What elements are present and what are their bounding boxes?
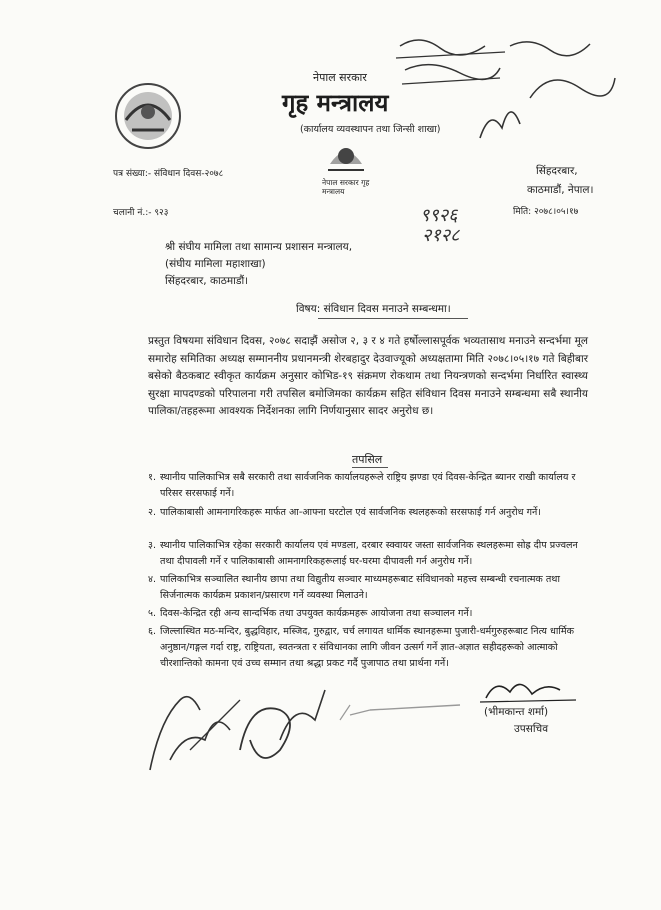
list-item: ५. दिवस-केन्द्रित रही अन्य सान्दर्भिक तथा उपयुक्त कार्यक्रमहरू आयोजना तथा सञ्चालन गर्ने। xyxy=(148,608,473,619)
handwritten-notes-bottom xyxy=(130,660,550,780)
handwritten-signature-top xyxy=(390,28,620,148)
government-label: नेपाल सरकार xyxy=(313,71,367,84)
subject-underline xyxy=(318,318,468,319)
received-number: ९९२६ xyxy=(420,205,458,226)
location-line-1: सिंहदरबार, xyxy=(536,165,578,177)
dispatch-number: चलानी नं.:- ९२३ xyxy=(113,208,169,218)
section-label: (कार्यालय व्यवस्थापन तथा जिन्सी शाखा) xyxy=(300,124,441,135)
list-item: ६. जिल्लास्थित मठ-मन्दिर, बुद्धविहार, मस्जिद, गुरुद्वार, चर्च लगायत धार्मिक स्थानहरूमा पुजारी-धर्मगुरुहरूबाट नित्य धार्मिक अनुष्ठान/गङ्गल गर्दा राष्ट्र, राष्ट्रियता, स्वतन्त्रता र संविधानका लागि जीवन उत्सर्ग गर्ने ज्ञात-अज्ञात सहीदहरूको आत्माको चीरशान्तिको कामना एवं उच्च सम्मान तथा श्रद्धा प्रकट गर्दै पुजापाठ तथा प्रार्थना गर्ने। xyxy=(148,626,574,669)
letter-date: मिति: २०७८।०५।१७ xyxy=(513,207,579,217)
recipient-line-1: श्री संघीय मामिला तथा सामान्य प्रशासन मन्त्रालय, xyxy=(165,241,353,253)
received-number-2: २१२८ xyxy=(422,225,460,246)
list-item: ३. स्थानीय पालिकाभित्र रहेका सरकारी कार्यालय एवं मण्डला, दरबार स्क्वायर जस्ता सार्वजनिक स्थलहरूमा सोह्र दीप प्रज्वलन तथा दीपावली गर्ने र पालिकाबासी आमनागरिकहरूलाई घर-घरमा दीपावली गर्न अनुरोध गर्ने। xyxy=(148,540,578,567)
subject-line: विषय: संविधान दिवस मनाउने सम्बन्धमा। xyxy=(296,303,451,315)
location-line-2: काठमाडौं, नेपाल। xyxy=(527,184,594,196)
ministry-title: गृह मन्त्रालय xyxy=(282,89,389,117)
letter-number: पत्र संख्या:- संविधान दिवस-२०७८ xyxy=(113,169,224,179)
list-item: २. पालिकाबासी आमनागरिकहरू मार्फत आ-आफ्ना घरटोल एवं सार्वजनिक स्थलहरूको सरसफाई गर्न अनुरोध गर्ने। xyxy=(148,507,541,518)
body-paragraph: प्रस्तुत विषयमा संविधान दिवस, २०७८ सदाझैं असोज २, ३ र ४ गते हर्षोल्लासपूर्वक भव्यतासाथ मनाउने सन्दर्भमा मूल समारोह समितिका अध्यक्ष सम्माननीय प्रधानमन्त्री शेरबहादुर देउवाज्यूको अध्यक्षतामा मिति २०७८।०५।१७ गते बिहीबार बसेको बैठकबाट स्वीकृत कार्यक्रम अनुसार कोभिड-१९ संक्रमण रोकथाम तथा नियन्त्रणको सन्दर्भमा निर्धारित स्वास्थ्य सुरक्षा मापदण्डको परिपालना गरी तपसिल बमोजिमका कार्यक्रम सहित संविधान दिवस मनाउने सम्बन्धमा सबै स्थानीय पालिका/तहहरूमा आवश्यक निर्देशनका लागि निर्णयानुसार सादर अनुरोध छ। xyxy=(148,335,588,418)
recipient-line-3: सिंहदरबार, काठमाडौं। xyxy=(165,275,249,287)
list-item: ४. पालिकाभित्र सञ्चालित स्थानीय छापा तथा विद्युतीय सञ्चार माध्यमहरूबाट संविधानको महत्त्व सम्बन्धी रचनात्मक तथा सिर्जनात्मक कार्यक्रम प्रकाशन/प्रसारण गर्ने व्यवस्था मिलाउने। xyxy=(148,574,560,601)
nepal-emblem-icon xyxy=(112,80,184,152)
signatory-title: उपसचिव xyxy=(514,723,549,735)
list-item: १. स्थानीय पालिकाभित्र सबै सरकारी तथा सार्वजनिक कार्यालयहरूले राष्ट्रिय झण्डा एवं दिवस-केन्द्रित ब्यानर राखी कार्यालय र परिसर सरसफाई गर्ने। xyxy=(148,472,576,499)
tapsil-heading: तपसिल xyxy=(352,453,383,466)
tapsil-underline xyxy=(352,467,388,468)
recipient-line-2: (संघीय मामिला महाशाखा) xyxy=(165,258,266,270)
signatory-name: (भीमकान्त शर्मा) xyxy=(484,706,549,718)
seal-text: नेपाल सरकार गृह मन्त्रालय xyxy=(322,178,370,196)
